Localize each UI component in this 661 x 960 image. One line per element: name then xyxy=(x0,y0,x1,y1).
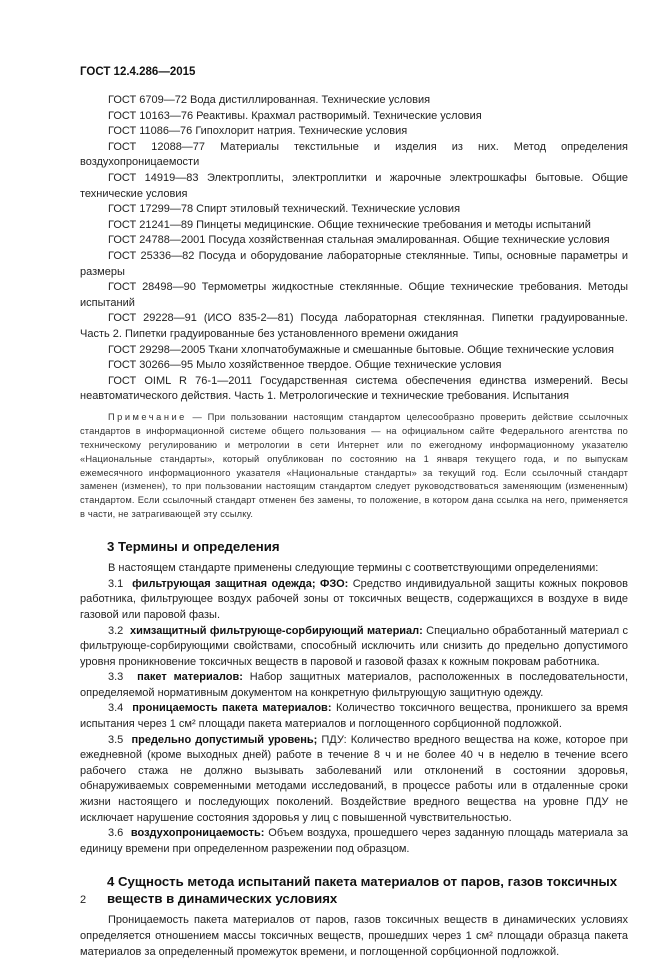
term-number: 3.2 xyxy=(108,624,124,637)
reference-item: ГОСТ 29298—2005 Ткани хлопчатобумажные и смешанные бытовые. Общие технические условия xyxy=(108,343,614,356)
reference-item: ГОСТ OIML R 76-1—2011 Государственная система обеспечения единства измерений. Весы неавтоматического действия. Часть 1. Метрологические и технические требования. Испытания xyxy=(80,374,628,403)
reference-item: ГОСТ 28498—90 Термометры жидкостные стеклянные. Общие технические требования. Методы испытаний xyxy=(80,281,628,309)
document-header: ГОСТ 12.4.286—2015 xyxy=(80,66,196,78)
term-text: Специально обработанный материал с фильтрующе-сорбирующими свойствами, способный исключить или снизить до предельно допустимого уровня проникновение токсичных веществ в паровой и газовой фазах к кожным покровам работника. xyxy=(80,624,628,668)
term-list xyxy=(80,577,628,858)
term-name: предельно допустимый уровень; xyxy=(131,733,318,746)
reference-item: ГОСТ 14919—83 Электроплиты, электроплитки и жарочные электрошкафы бытовые. Общие технические условия xyxy=(80,171,628,200)
term-number: 3.5 xyxy=(108,733,124,746)
term-number: 3.6 xyxy=(108,827,124,840)
section-4-heading: 4 Сущность метода испытаний пакета материалов от паров, газов токсичных веществ в динамических условиях xyxy=(107,874,618,907)
term-number: 3.3 xyxy=(108,671,124,684)
term-text: Количество токсичного вещества, проникшего за время испытания через 1 см² площади пакета материалов и поглощенного сорбционной подложкой. xyxy=(80,702,628,731)
section-4-text: Проницаемость пакета материалов от паров, газов токсичных веществ в динамических условиях определяется отношением массы токсичных веществ, прошедших через 1 см² площади образца пакета материалов за определенный промежуток времени, и поглощенной сорбционной подложкой. xyxy=(80,914,628,958)
term-text: ПДУ: Количество вредного вещества на коже, которое при ежедневной (кроме выходных дней) работе в течение 8 ч и не более 40 ч в неделю в течение всего рабочего стажа не должно вызывать заболеваний или отклонений в состоянии здоровья, обнаруживаемых современными методами исследований, в процессе работы или в отдаленные сроки жизни настоящего и последующих поколений. Воздействие вредного вещества на уровне ПДУ не исключает нарушение состояния здоровья у лиц с повышенной чувствительностью. xyxy=(80,733,628,824)
document-body xyxy=(80,93,628,960)
reference-item: ГОСТ 17299—78 Спирт этиловый технический. Технические условия xyxy=(108,203,461,216)
term-name: проницаемость пакета материалов: xyxy=(132,702,332,715)
term-definition xyxy=(80,577,628,624)
note-label: Примечание xyxy=(108,411,187,422)
term-number: 3.1 xyxy=(108,577,124,590)
section-3-heading: 3 Термины и определения xyxy=(107,539,280,555)
page-number: 2 xyxy=(80,894,87,906)
term-name: химзащитный фильтрующе-сорбирующий материал: xyxy=(130,624,423,637)
term-number: 3.4 xyxy=(108,702,124,715)
term-definition xyxy=(80,826,628,857)
note-text: — При пользовании настоящим стандартом целесообразно проверить действие ссылочных стандартов в информационной системе общего пользования — на официальном сайте Федерального агентства по техническому регулированию и метрологии в сети Интернет или по ежегодному информационному указателю «Национальные стандарты», который опубликован по состоянию на 1 января текущего года, и по выпускам ежемесячного информационного указателя «Национальные стандарты» за текущий год. Если ссылочный стандарт заменен (изменен), то при пользовании настоящим стандартом следует руководствоваться заменяющим (измененным) стандартом. Если ссылочный стандарт отменен без замены, то положение, в котором дана ссылка на него, применяется в части, не затрагивающей эту ссылку. xyxy=(80,411,628,520)
term-definition xyxy=(80,670,628,701)
reference-item: ГОСТ 6709—72 Вода дистиллированная. Технические условия xyxy=(108,94,431,106)
term-name: пакет материалов: xyxy=(137,671,243,684)
section-3-intro: В настоящем стандарте применены следующие термины с соответствующими определениями: xyxy=(108,562,599,575)
term-name: воздухопроницаемость: xyxy=(130,827,265,840)
reference-item: ГОСТ 24788—2001 Посуда хозяйственная стальная эмалированная. Общие технические условия xyxy=(108,234,610,247)
term-text: Объем воздуха, прошедшего через заданную площадь материала за единицу времени при определенном разрежении под образцом. xyxy=(80,827,628,855)
reference-list xyxy=(80,93,628,405)
reference-item: ГОСТ 12088—77 Материалы текстильные и изделия из них. Метод определения воздухопроницаемости xyxy=(80,140,628,169)
reference-item: ГОСТ 30266—95 Мыло хозяйственное твердое. Общие технические условия xyxy=(108,359,502,372)
term-text: Набор защитных материалов, расположенных в последовательности, определяемой нормативным документом на конкретную фильтрующую защитную одежду. xyxy=(80,671,628,699)
term-definition xyxy=(80,624,628,671)
term-name: фильтрующая защитная одежда; ФЗО: xyxy=(132,577,349,590)
note-paragraph xyxy=(80,411,628,522)
reference-item: ГОСТ 29228—91 (ИСО 835-2—81) Посуда лабораторная стеклянная. Пипетки градуированные. Часть 2. Пипетки градуированные без установленного времени ожидания xyxy=(80,312,628,340)
term-definition xyxy=(80,701,628,732)
reference-item: ГОСТ 10163—76 Реактивы. Крахмал растворимый. Технические условия xyxy=(108,109,482,122)
reference-item: ГОСТ 21241—89 Пинцеты медицинские. Общие технические требования и методы испытаний xyxy=(108,218,591,231)
reference-item: ГОСТ 25336—82 Посуда и оборудование лабораторные стеклянные. Типы, основные параметры и размеры xyxy=(80,249,628,278)
term-definition xyxy=(80,733,628,827)
term-text: Средство индивидуальной защиты кожных покровов работника, фильтрующее воздух рабочей зоны от токсичных веществ, содержащихся в воздухе в виде газовой или паровой фазы. xyxy=(80,577,628,621)
reference-item: ГОСТ 11086—76 Гипохлорит натрия. Технические условия xyxy=(108,125,408,138)
